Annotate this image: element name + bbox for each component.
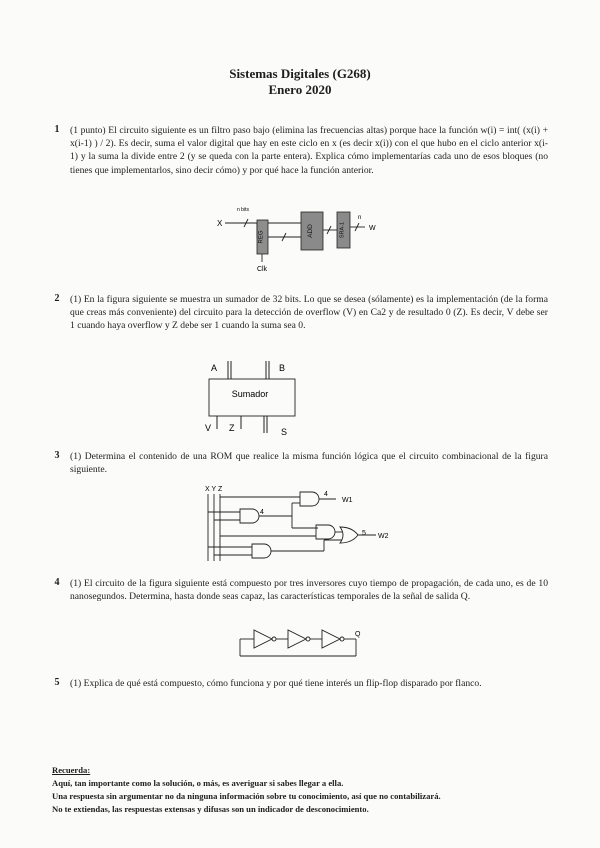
ring-oscillator-diagram (232, 624, 372, 666)
reminder-line-1: Aquí, tan importante como la solución, o más, es averiguar si sabes llegar a ella. (52, 778, 344, 788)
exam-date: Enero 2020 (268, 82, 332, 97)
output-w1-label: W1 (342, 497, 353, 504)
reminder-line-3: No te extiendas, las respuestas extensas y difusas son un indicador de desconocimiento. (52, 804, 369, 814)
output-width-label: n (358, 215, 362, 221)
question-number: 4 (54, 577, 60, 588)
input-a-label: A (211, 363, 218, 373)
inverter-3 (322, 630, 340, 648)
inverter-1 (254, 630, 272, 648)
low-pass-filter-diagram (215, 200, 395, 278)
question-number: 5 (54, 677, 60, 688)
output-z-label: Z (229, 423, 235, 433)
adder-diagram (205, 357, 305, 439)
output-s-label: S (281, 427, 288, 437)
question-text: (1) El circuito de la figura siguiente está compuesto por tres inversores cuyo tiempo de propagación, de cada uno, es de 10 nanosegundos. Determina, hasta donde seas capaz, las características temporales de la señal de salida Q. (70, 578, 548, 603)
question-text: (1) Determina el contenido de una ROM que realice la misma función lógica que el circuito combinacional de la figura siguiente. (70, 451, 548, 476)
inverter-2 (288, 630, 306, 648)
gate-label-1: 4 (324, 491, 328, 498)
inputs-label: X Y Z (205, 486, 223, 493)
question-4 (50, 577, 548, 603)
adder-block-label: Sumador (231, 389, 269, 399)
question-5 (50, 677, 548, 690)
question-text: (1) En la figura siguiente se muestra un sumador de 32 bits. Lo que se desea (sólamente) es la implementación (de la forma que creas más conveniente) del circuito para la detección de overflow (V) en Ca2 y de resultado 0 (Z). Es decir, V debe ser 1 cuando haya overflow y Z debe ser 1 cuando la suma sea 0. (70, 294, 548, 332)
input-b-label: B (279, 363, 286, 373)
reminder-line-2: Una respuesta sin argumentar no da ninguna información sobre tu conocimiento, así que no contabilizará. (52, 791, 441, 801)
shifter-label: SRA-1 (339, 221, 346, 239)
adder-label: ADD (307, 224, 314, 238)
output-w-label: W (369, 225, 376, 232)
output-v-label: V (205, 423, 212, 433)
question-1 (50, 124, 548, 177)
bus-width-label: n bits (237, 207, 249, 213)
register-label: REG (258, 230, 265, 244)
question-text: (1 punto) El circuito siguiente es un filtro paso bajo (elimina las frecuencias altas) porque hace la función w(i) = int( (x(i) + x(i-1) ) / 2). Es decir, suma el valor digital que hay en este ciclo en x (es decir x(i)) con el que hubo en el ciclo anterior x(i-1) y la suma la divide entre 2 (y se queda con la parte entera). Explica cómo implementarías cada uno de esos bloques (no tienes que implementarlos, sino decir cómo) y por qué hace la función anterior. (70, 125, 548, 176)
reminder-title: Recuerda: (52, 765, 91, 775)
combinational-circuit-diagram (200, 481, 400, 569)
output-q-label: Q (355, 631, 361, 638)
question-number: 3 (54, 450, 60, 461)
gate-label-3: 5 (362, 530, 366, 537)
output-w2-label: W2 (378, 533, 389, 540)
question-text: (1) Explica de qué está compuesto, cómo funciona y por qué tiene interés un flip-flop disparado por flanco. (70, 678, 482, 689)
question-number: 2 (54, 293, 60, 304)
input-x-label: X (217, 219, 223, 228)
clock-label: Clk (256, 266, 268, 273)
gate-label-2: 4 (260, 509, 264, 516)
course-title: Sistemas Digitales (G268) (229, 66, 371, 81)
question-3 (50, 450, 548, 476)
reminder-footer (52, 764, 552, 816)
question-2 (50, 293, 548, 333)
question-number: 1 (54, 124, 60, 135)
